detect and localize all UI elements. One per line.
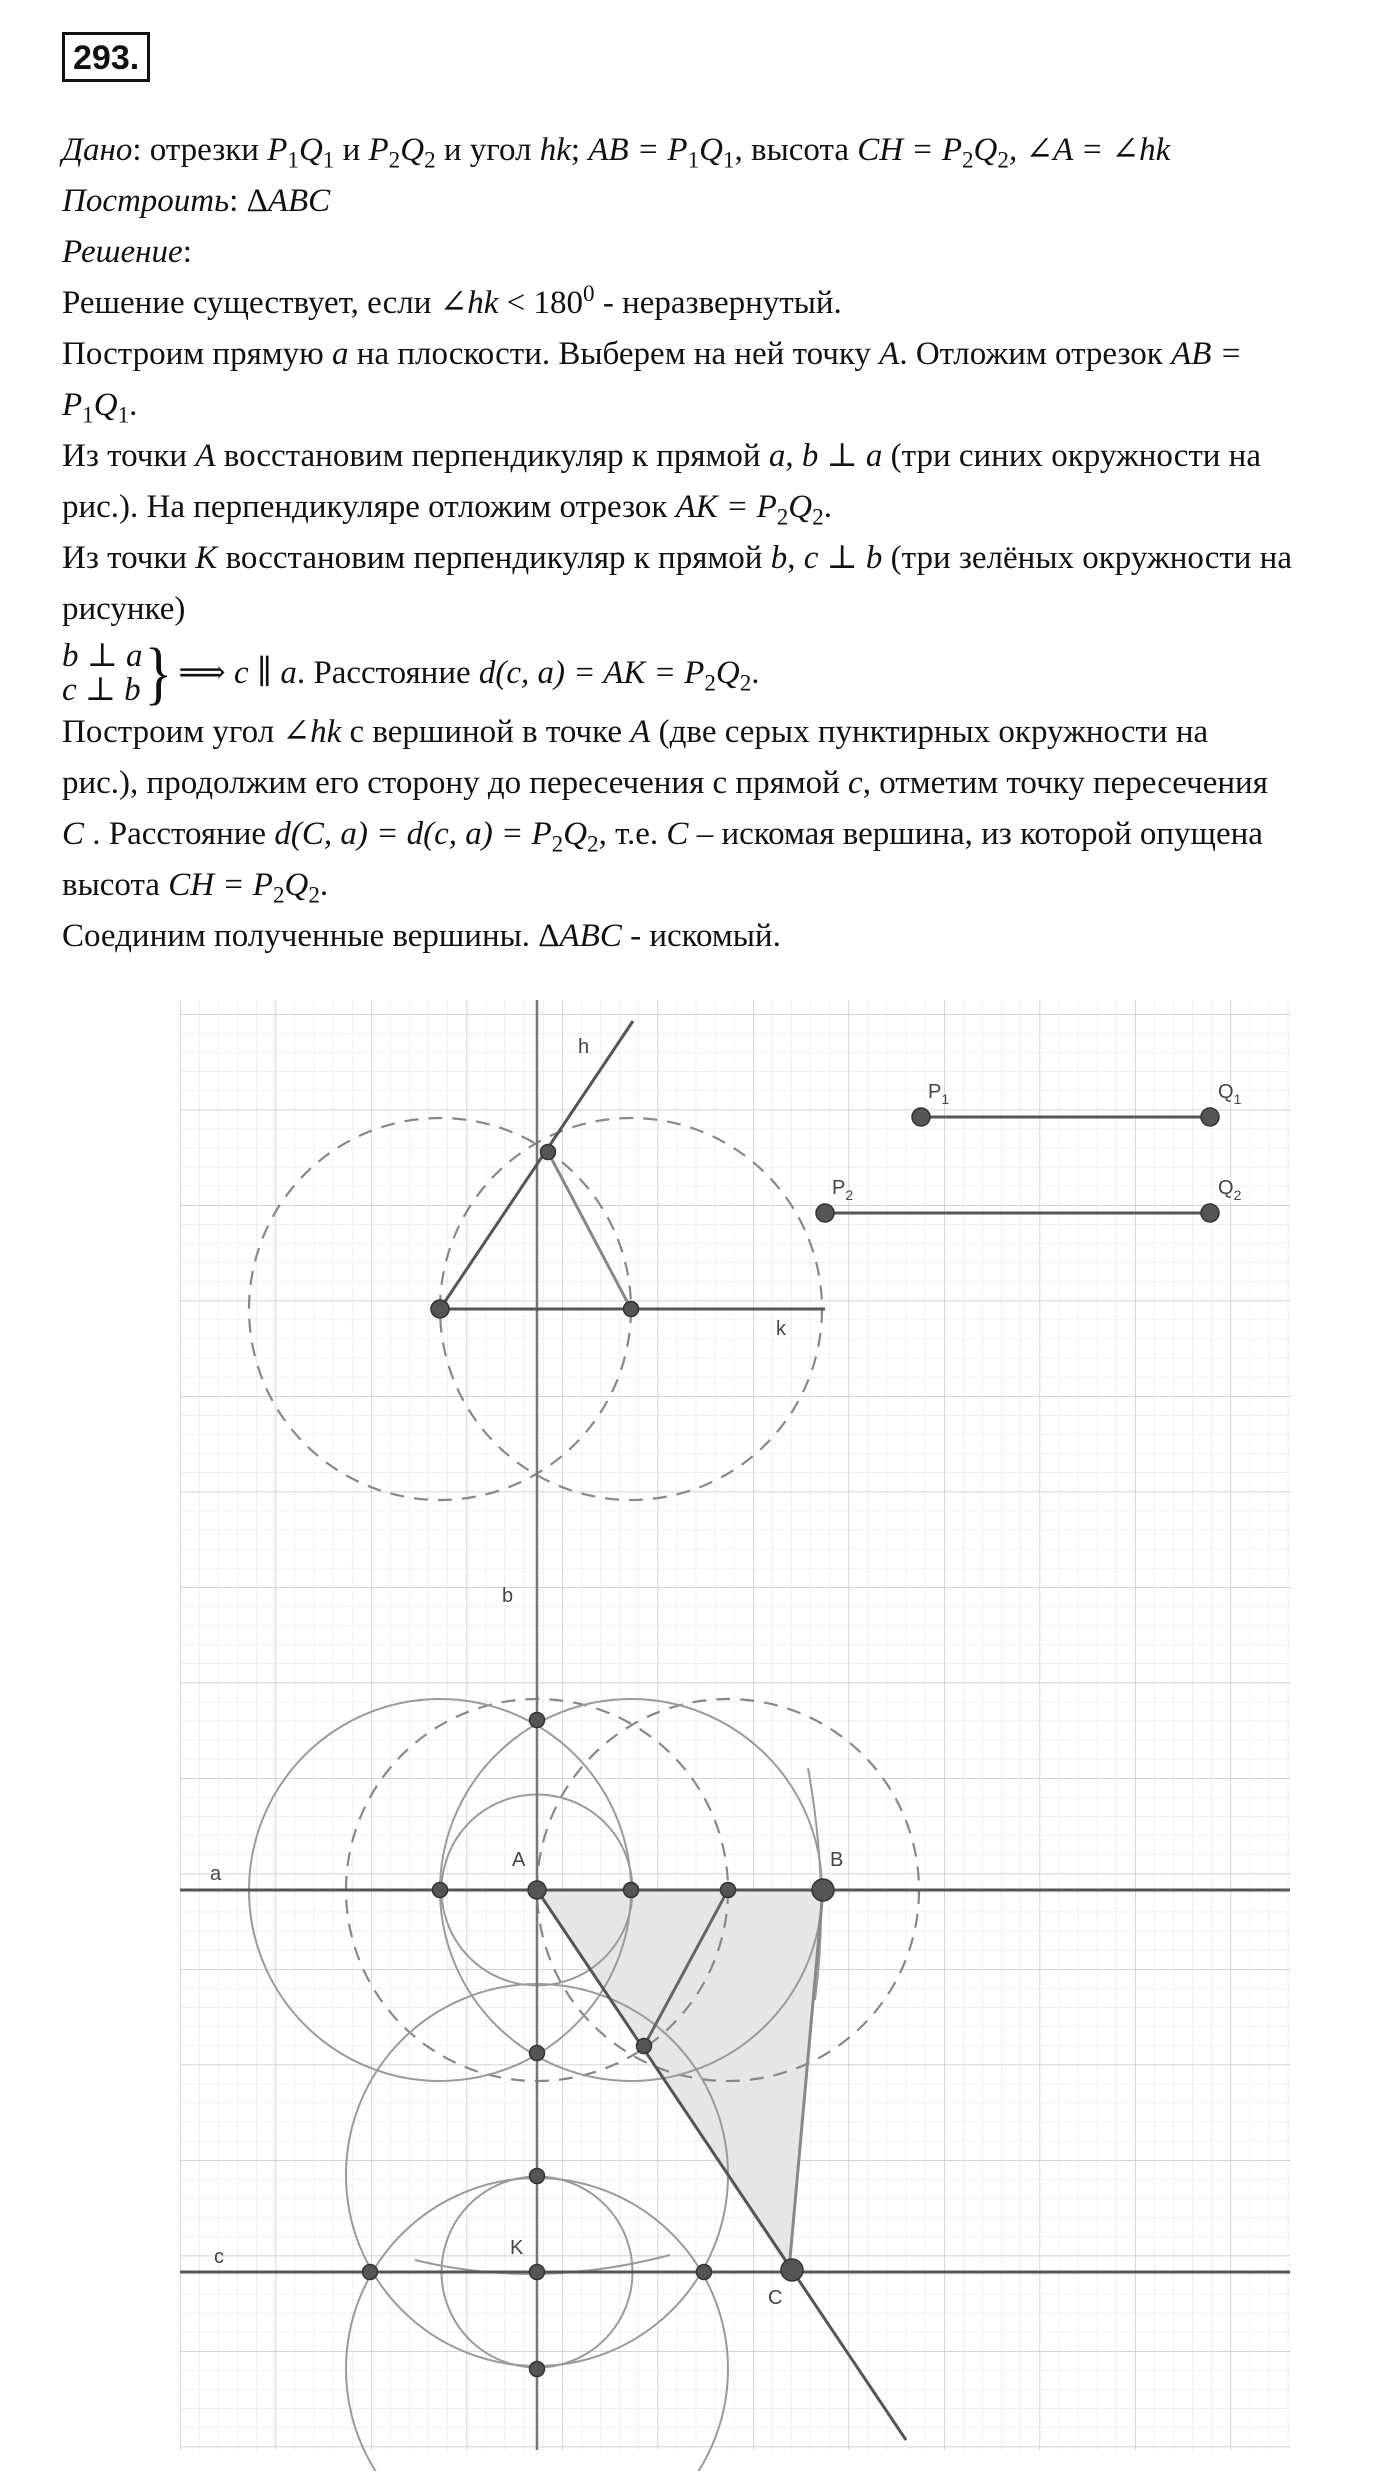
t: hk <box>539 132 571 168</box>
t: Q <box>699 132 723 168</box>
t: Q <box>284 867 309 903</box>
t: , <box>785 438 802 474</box>
label-p1-letter: P <box>928 1081 942 1103</box>
brace: } <box>144 633 173 712</box>
label-point-a: A <box>512 1849 526 1871</box>
t: рис.), продолжим его сторону до пересечения с прямой <box>62 765 849 801</box>
t: , отметим точку пересечения <box>862 765 1268 801</box>
t: AK = P <box>675 489 777 525</box>
point <box>624 1883 639 1898</box>
t: : Δ <box>229 183 268 219</box>
label-p1-sub: 1 <box>941 1091 950 1107</box>
point <box>530 2169 545 2184</box>
t: Соединим полученные вершины. Δ <box>62 918 560 954</box>
t: 1 <box>687 146 700 173</box>
t: . <box>319 867 329 903</box>
t: c ⊥ b <box>62 672 141 709</box>
t: 2 <box>272 881 285 908</box>
t: . Отложим отрезок <box>899 336 1172 372</box>
t: 2 <box>308 881 320 908</box>
t: Q <box>298 132 323 168</box>
t: 1 <box>722 146 735 173</box>
t: 1 <box>82 401 94 428</box>
label-p2-letter: P <box>832 1177 846 1199</box>
t: K <box>195 540 218 576</box>
point <box>637 2039 652 2054</box>
t: ∠hk <box>282 714 342 750</box>
point <box>530 1713 545 1728</box>
point <box>697 2265 712 2280</box>
point-k <box>530 2265 545 2280</box>
point-b <box>812 1879 834 1901</box>
t: . Расстояние <box>296 655 479 692</box>
t: с вершиной в точке <box>341 714 631 750</box>
t: . <box>129 387 138 423</box>
t: Из точки <box>62 540 196 576</box>
label-h: h <box>578 1036 590 1058</box>
t: ; <box>570 132 589 168</box>
t: Q <box>788 489 813 525</box>
t: Q <box>93 387 118 423</box>
label-b: b <box>502 1585 514 1607</box>
t: (три зелёных окружности на <box>882 540 1292 576</box>
t: Q <box>400 132 425 168</box>
point-q2 <box>1201 1204 1219 1222</box>
t: , ∠A = ∠hk <box>1008 132 1171 168</box>
t: b ⊥ a <box>62 638 143 675</box>
label-q2-sub: 2 <box>1233 1187 1242 1203</box>
grid-major <box>180 1000 1290 2450</box>
t: 2 <box>997 146 1009 173</box>
t: рис.). На перпендикуляре отложим отрезок <box>62 489 676 525</box>
t: CH = P <box>857 132 962 168</box>
t: и <box>334 132 369 168</box>
t: Решение существует, если <box>62 285 440 321</box>
t: (две серых пунктирных окружности на <box>650 714 1209 750</box>
point <box>530 2362 545 2377</box>
t: A <box>630 714 651 750</box>
t: ∠hk <box>439 285 499 321</box>
point-p1 <box>912 1108 930 1126</box>
solution-label: Решение <box>62 234 183 270</box>
t: – искомая вершина, из которой опущена <box>688 816 1263 852</box>
t: C <box>62 816 85 852</box>
t: b <box>770 540 788 576</box>
t: 1 <box>287 146 299 173</box>
label-q2-letter: Q <box>1218 1177 1234 1199</box>
t: . <box>751 655 760 692</box>
label-point-c: C <box>768 2287 783 2309</box>
t: 2 <box>776 503 789 530</box>
point <box>530 2046 545 2061</box>
t: A <box>195 438 216 474</box>
t: AB = P <box>588 132 688 168</box>
t: 2 <box>587 830 599 857</box>
t: Q <box>973 132 998 168</box>
t: d(c, a) = AK = P <box>478 655 705 692</box>
point <box>721 1883 736 1898</box>
t: 2 <box>388 146 401 173</box>
t: 2 <box>812 503 824 530</box>
t: : отрезки <box>132 132 268 168</box>
t: 2 <box>739 670 752 697</box>
t: восстановим перпендикуляр к прямой <box>217 540 771 576</box>
point-p2 <box>816 1204 834 1222</box>
t: AB = <box>1171 336 1242 372</box>
point-a <box>528 1881 546 1899</box>
t: d(C, a) = d(c, a) = P <box>274 816 552 852</box>
label-q1-sub: 1 <box>1233 1091 1242 1107</box>
t: Построим угол <box>62 714 283 750</box>
point <box>624 1302 639 1317</box>
t: (три синих окружности на <box>882 438 1261 474</box>
t: . <box>823 489 832 525</box>
t: ABC <box>559 918 622 954</box>
t: 2 <box>704 670 716 697</box>
t: Q <box>715 655 740 692</box>
t: P <box>368 132 389 168</box>
t: a <box>768 438 786 474</box>
given-label: Дано <box>62 132 133 168</box>
t: 2 <box>962 146 974 173</box>
label-c: c <box>214 2246 224 2268</box>
t: 1 <box>117 401 130 428</box>
t: , т.е. <box>598 816 667 852</box>
point <box>363 2265 378 2280</box>
t: A <box>879 336 900 372</box>
t: ⟹ <box>178 655 234 692</box>
t: a <box>332 336 349 372</box>
t: 2 <box>551 830 564 857</box>
point <box>541 1145 556 1160</box>
problem-number: 293. <box>62 32 150 82</box>
t: на плоскости. Выберем на ней точку <box>348 336 880 372</box>
t: ABC <box>267 183 331 219</box>
t: c ∥ a <box>233 655 297 692</box>
t: . Расстояние <box>84 816 275 852</box>
t: и угол <box>435 132 540 168</box>
t: : <box>182 234 192 270</box>
label-point-b: B <box>830 1849 844 1871</box>
t: 2 <box>424 146 436 173</box>
point <box>433 1883 448 1898</box>
t: Q <box>563 816 588 852</box>
t: восстановим перпендикуляр к прямой <box>215 438 769 474</box>
t: < 180 <box>498 285 584 321</box>
t: 1 <box>322 146 335 173</box>
t: b ⊥ a <box>801 438 883 474</box>
t: c ⊥ b <box>803 540 883 576</box>
label-a: a <box>210 1863 222 1885</box>
point-q1 <box>1201 1108 1219 1126</box>
grid <box>180 1000 1290 2450</box>
t: c <box>848 765 863 801</box>
point-c <box>781 2259 803 2281</box>
t: P <box>267 132 288 168</box>
t: CH = P <box>168 867 273 903</box>
t: P <box>62 387 83 423</box>
label-point-k: K <box>510 2237 524 2259</box>
label-k: k <box>776 1318 786 1340</box>
t: , высота <box>734 132 858 168</box>
label-q1-letter: Q <box>1218 1081 1234 1103</box>
t: C <box>666 816 689 852</box>
point-vertex-hk <box>431 1300 449 1318</box>
t: Построим прямую <box>62 336 333 372</box>
label-p2-sub: 2 <box>845 1187 854 1203</box>
t: - искомый. <box>621 918 781 954</box>
t: Из точки <box>62 438 196 474</box>
t: , <box>787 540 804 576</box>
construct-label: Построить <box>62 183 230 219</box>
t: высота <box>62 867 169 903</box>
t: рисунке) <box>62 591 186 627</box>
t: - неразвернутый. <box>594 285 842 321</box>
t: 0 <box>583 280 595 306</box>
